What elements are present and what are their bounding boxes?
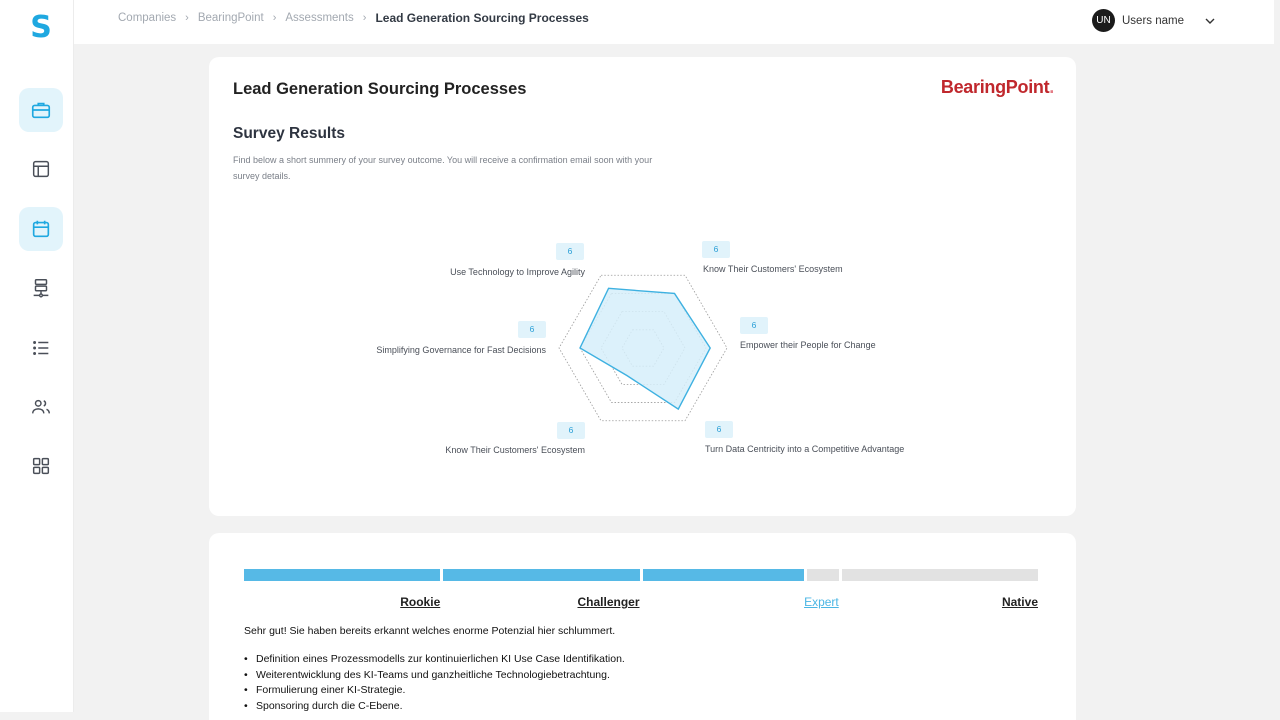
survey-results-card xyxy=(209,57,1076,516)
sidebar-item-apps[interactable] xyxy=(19,444,63,488)
list-item: • Definition eines Prozessmodells zur kontinuierlichen KI Use Case Identifikation. xyxy=(244,652,625,668)
brand-logo: BearingPoint. xyxy=(940,77,1054,97)
radar-score-badge: 6 xyxy=(557,422,585,439)
layout-icon xyxy=(30,158,52,180)
radar-score-badge: 6 xyxy=(556,243,584,260)
level-label-expert[interactable]: Expert xyxy=(804,595,839,609)
level-label-rookie[interactable]: Rookie xyxy=(400,595,441,609)
grid-icon xyxy=(30,455,52,477)
list-icon xyxy=(30,337,52,359)
chevron-right-icon: › xyxy=(272,12,277,24)
breadcrumb-assessments[interactable]: Assessments xyxy=(285,12,354,24)
radar-axis-label-agility: Use Technology to Improve Agility xyxy=(450,267,585,277)
sidebar-item-layout[interactable] xyxy=(19,147,63,191)
sidebar xyxy=(0,0,74,712)
top-bar xyxy=(74,0,1274,44)
users-icon xyxy=(30,396,52,418)
sidebar-item-companies[interactable] xyxy=(19,88,63,132)
sidebar-item-assessments[interactable] xyxy=(19,207,63,251)
chevron-down-icon[interactable] xyxy=(1204,15,1216,27)
recommendation-list xyxy=(244,652,625,714)
user-menu[interactable] xyxy=(1092,9,1216,32)
sidebar-item-list[interactable] xyxy=(19,326,63,370)
radar-axis-label-customers-ecosystem-2: Know Their Customers' Ecosystem xyxy=(445,445,585,455)
radar-score-badge: 6 xyxy=(705,421,733,438)
chevron-right-icon: › xyxy=(185,12,189,24)
radar-chart xyxy=(209,57,1076,516)
progress-segment-filled xyxy=(443,569,639,581)
radar-axis-label-people-change: Empower their People for Change xyxy=(740,340,876,350)
radar-score-badge: 6 xyxy=(518,321,546,338)
radar-score-badge: 6 xyxy=(702,241,730,258)
survey-description: Find below a short summery of your survey outcome. You will receive a confirmation email soon with your survey details. xyxy=(233,155,653,181)
server-network-icon xyxy=(30,277,52,299)
radar-axis-label-data-centricity: Turn Data Centricity into a Competitive Advantage xyxy=(705,444,905,454)
maturity-card xyxy=(209,533,1076,720)
sidebar-item-users[interactable] xyxy=(19,385,63,429)
assessment-title: Lead Generation Sourcing Processes xyxy=(233,80,527,98)
breadcrumb xyxy=(118,11,589,25)
chevron-right-icon: › xyxy=(362,12,367,24)
progress-segment-filled xyxy=(643,569,804,581)
list-item: • Weiterentwicklung des KI-Teams und ganzheitliche Technologiebetrachtung. xyxy=(244,668,625,684)
briefcase-icon xyxy=(30,99,52,121)
calendar-icon xyxy=(30,218,52,240)
list-item: • Formulierung einer KI-Strategie. xyxy=(244,683,625,699)
list-item: • Sponsoring durch die C-Ebene. xyxy=(244,699,625,715)
breadcrumb-companies[interactable]: Companies xyxy=(118,12,177,24)
app-logo[interactable]: S xyxy=(30,10,52,45)
avatar: UN xyxy=(1092,9,1115,32)
radar-score-badge: 6 xyxy=(740,317,768,334)
radar-series-area xyxy=(580,288,710,409)
survey-results-heading: Survey Results xyxy=(233,125,345,142)
level-label-challenger[interactable]: Challenger xyxy=(577,595,640,609)
progress-segment-empty xyxy=(807,569,839,581)
breadcrumb-current: Lead Generation Sourcing Processes xyxy=(375,11,589,25)
progress-segment-filled xyxy=(244,569,440,581)
breadcrumb-company[interactable]: BearingPoint xyxy=(197,12,264,24)
radar-axis-label-governance: Simplifying Governance for Fast Decisions xyxy=(376,345,546,355)
sidebar-item-network[interactable] xyxy=(19,266,63,310)
radar-axis-label-customers-ecosystem: Know Their Customers' Ecosystem xyxy=(703,264,843,274)
progress-segment-empty xyxy=(842,569,1038,581)
level-label-native[interactable]: Native xyxy=(1001,595,1038,609)
maturity-message: Sehr gut! Sie haben bereits erkannt welches enorme Potenzial hier schlummert. xyxy=(244,625,616,637)
user-name: Users name xyxy=(1122,14,1184,27)
